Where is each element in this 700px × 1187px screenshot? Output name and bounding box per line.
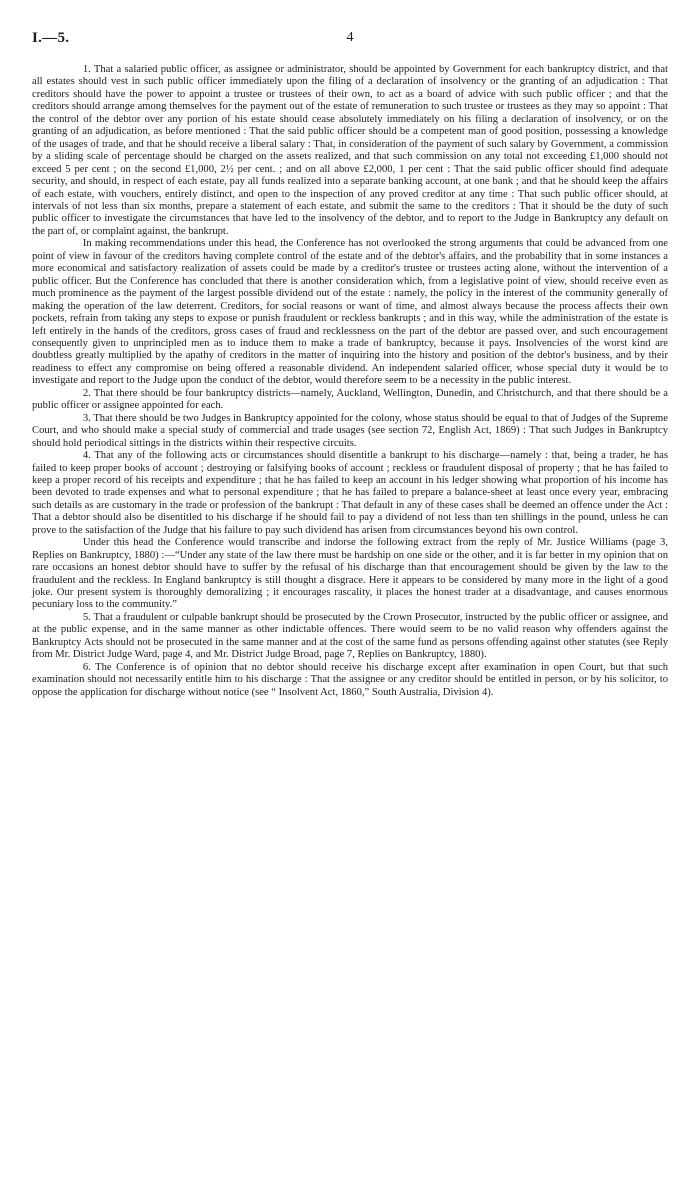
paragraph-recommendation-6: 6. The Conference is of opinion that no debtor should receive his discharge except after examination in open Court, but that such examination should not necessarily entitle him to his discharge : That the assignee or any creditor should be entitled in person, or by his solicitor, to oppose the application for discharge without notice (see “ Insolvent Act, 1860,” South Australia, Division 4).: [32, 661, 668, 698]
page-number: 4: [346, 30, 354, 45]
paragraph-commentary-1: In making recommendations under this head, the Conference has not overlooked the strong arguments that could be advanced from one point of view in favour of the creditors having complete control of the estate and of the debtor's affairs, and the probability that in some instances a more economical and satisfactory realization of assets could be made by a creditor's trustee or trustees acting alone, without the intervention of a public officer. But the Conference has concluded that there is another consideration which, from a legislative point of view, should receive even as much prominence as the payment of the largest possible dividend out of the estate : namely, the policy in the interest of the community generally of making the operation of the law deterrent. Creditors, for social reasons or want of time, and almost always because the process affects their own pockets, refrain from taking any steps to expose or punish fraudulent or reckless bankrupts ; and in this way, while the administration of the estate is left entirely in the hands of the creditors, gross cases of fraud and recklessness on the part of the debtor are passed over, and such encouragement consequently given to unprincipled men as to induce them to make a trade of bankruptcy, because it pays. Insolvencies of the worst kind are doubtless greatly multiplied by the apathy of creditors in the matter of inquiring into the history and position of the debtor's business, and by their readiness to effect any compromise on being offered a reasonable dividend. An independent salaried officer, whose special duty it would be to investigate and report to the Judge upon the conduct of the debtor, would therefore seem to be a necessity in the public interest.: [32, 238, 668, 387]
paragraph-recommendation-3: 3. That there should be two Judges in Bankruptcy appointed for the colony, whose status should be equal to that of Judges of the Supreme Court, and who should make a special study of commercial and trade usages (see section 72, English Act, 1869) : That such Judges in Bankruptcy should hold periodical sittings in the districts within their respective circuits.: [32, 412, 668, 449]
paragraph-commentary-4: Under this head the Conference would transcribe and indorse the following extract from the reply of Mr. Justice Williams (page 3, Replies on Bankruptcy, 1880) :—“Under any state of the law there must be hardship on one side or the other, and it is far better in my opinion that on rare occasions an honest debtor should have to suffer by the refusal of his discharge than that encouragement should be given by the law to the fraudulent and the reckless. In England bankruptcy is still thought a disgrace. Here it appears to be considered by many more in the light of a good joke. Our present system is thoroughly demoralizing ; it encourages rascality, it places the honest trader at a disadvantage, and causes enormous pecuniary loss to the community.”: [32, 537, 668, 611]
page-header: [32, 30, 668, 50]
paragraph-recommendation-2: 2. That there should be four bankruptcy districts—namely, Auckland, Wellington, Dunedin, and Christchurch, and that there should be a public officer or assignee appointed for each.: [32, 387, 668, 412]
paragraph-recommendation-4: 4. That any of the following acts or circumstances should disentitle a bankrupt to his discharge—namely : that, being a trader, he has failed to keep proper books of account ; destroying or falsifying books of account ; reckless or fraudulent disposal of property ; that he has failed to keep a proper record of his receipts and expenditure ; that he has failed to keep an account in his ledger showing what proportion of his income has been devoted to trade expenses and what to personal expenditure ; that he has failed to prepare a balance-sheet at least once every year, embracing such details as are customary in the trade or profession of the bankrupt : That default in any of these cases shall be deemed an offence under the Act : That a debtor should also be disentitled to his discharge if he should fail to pay a dividend of not less than ten shillings in the pound, unless he can prove to the satisfaction of the Judge that his failure to pay such dividend has arisen from circumstances beyond his own control.: [32, 450, 668, 536]
document-body: [32, 64, 668, 699]
paragraph-recommendation-1: 1. That a salaried public officer, as assignee or administrator, should be appointed by Government for each bankruptcy district, and that all estates should vest in such public officer immediately upon the filing of a declaration of insolvency or the granting of an adjudication : That creditors should have the power to appoint a trustee or trustees of their own, to act as a board of advice with such public officer ; and that the creditors should arrange among themselves for the payment out of the estate of remuneration to such trustee or trustees as they may so appoint : That the control of the debtor over any portion of his estate should cease absolutely immediately on his filing a declaration of insolvency, or on the granting of an adjudication, as before mentioned : That the said public officer should be a competent man of good position, possessing a knowledge of the usages of trade, and that he should receive a liberal salary : That, in consideration of the payment of such salary by Government, a commission by a sliding scale of percentage should be charged on the assets realized, and that such commission on any total not exceeding £1,000 should not exceed 5 per cent ; on the second £1,000, 2½ per cent. ; and on all above £2,000, 1 per cent : That the said public officer should find adequate security, and should, in respect of each estate, pay all funds realized into a separate banking account, at one bank ; and that he should keep the affairs of each estate, with vouchers, entirely distinct, and open to the inspection of any proved creditor at any time : That such public officer should, at intervals of not less than six months, prepare a statement of each estate, and submit the same to the creditors : That it should be the duty of such public officer to investigate the circumstances that have led to the insolvency of the debtor, and to report to the Judge in Bankruptcy any default on the part of, or complaint against, the bankrupt.: [32, 64, 668, 237]
document-reference: I.—5.: [32, 30, 70, 46]
paragraph-recommendation-5: 5. That a fraudulent or culpable bankrupt should be prosecuted by the Crown Prosecutor, instructed by the public officer or assignee, and at the public expense, and in the same manner as other indictable offences. There would seem to be no valid reason why offenders against the Bankruptcy Acts should not be prosecuted in the same manner and at the cost of the same fund as persons offending against other statutes (see Reply from Mr. District Judge Ward, page 4, and Mr. District Judge Broad, page 7, Replies on Bankruptcy, 1880).: [32, 611, 668, 661]
